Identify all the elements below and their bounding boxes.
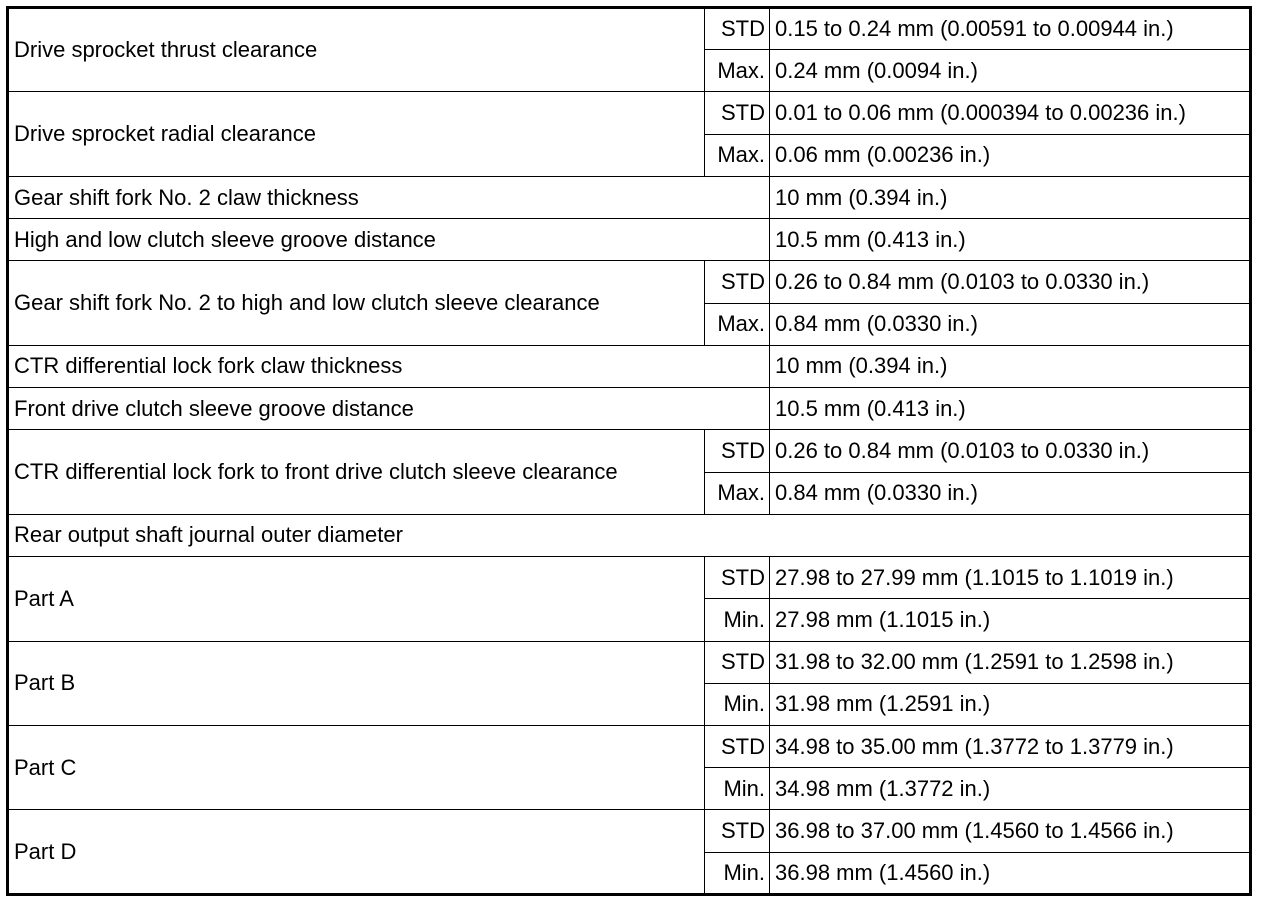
spec-qualifier: Min.	[705, 768, 770, 810]
spec-qualifier: Min.	[705, 599, 770, 641]
spec-item-label: Part C	[8, 725, 705, 809]
spec-qualifier: Min.	[705, 683, 770, 725]
spec-value: 10 mm (0.394 in.)	[770, 176, 1251, 218]
spec-value: 0.26 to 0.84 mm (0.0103 to 0.0330 in.)	[770, 430, 1251, 472]
spec-value: 10.5 mm (0.413 in.)	[770, 219, 1251, 261]
spec-row	[8, 388, 1251, 430]
spec-value: 0.84 mm (0.0330 in.)	[770, 303, 1251, 345]
spec-row	[8, 261, 1251, 303]
spec-row	[8, 176, 1251, 218]
specification-table	[6, 6, 1252, 896]
spec-value: 27.98 to 27.99 mm (1.1015 to 1.1019 in.)	[770, 557, 1251, 599]
spec-row	[8, 345, 1251, 387]
spec-qualifier: Max.	[705, 303, 770, 345]
spec-item-label: Drive sprocket thrust clearance	[8, 8, 705, 92]
spec-item-label: Gear shift fork No. 2 claw thickness	[8, 176, 770, 218]
spec-qualifier: STD	[705, 641, 770, 683]
spec-value: 34.98 to 35.00 mm (1.3772 to 1.3779 in.)	[770, 725, 1251, 767]
spec-value: 10.5 mm (0.413 in.)	[770, 388, 1251, 430]
spec-item-label: Part A	[8, 557, 705, 641]
section-header-row	[8, 514, 1251, 556]
spec-qualifier: STD	[705, 557, 770, 599]
spec-value: 0.26 to 0.84 mm (0.0103 to 0.0330 in.)	[770, 261, 1251, 303]
spec-value: 0.01 to 0.06 mm (0.000394 to 0.00236 in.)	[770, 92, 1251, 134]
spec-value: 31.98 mm (1.2591 in.)	[770, 683, 1251, 725]
spec-qualifier: Max.	[705, 134, 770, 176]
spec-qualifier: STD	[705, 430, 770, 472]
spec-value: 36.98 mm (1.4560 in.)	[770, 852, 1251, 894]
section-header-label: Rear output shaft journal outer diameter	[8, 514, 1251, 556]
spec-qualifier: STD	[705, 92, 770, 134]
spec-value: 31.98 to 32.00 mm (1.2591 to 1.2598 in.)	[770, 641, 1251, 683]
spec-qualifier: STD	[705, 810, 770, 852]
spec-item-label: CTR differential lock fork claw thickness	[8, 345, 770, 387]
spec-qualifier: STD	[705, 8, 770, 50]
spec-row	[8, 92, 1251, 134]
spec-row	[8, 219, 1251, 261]
spec-qualifier: Max.	[705, 50, 770, 92]
spec-value: 34.98 mm (1.3772 in.)	[770, 768, 1251, 810]
spec-qualifier: Max.	[705, 472, 770, 514]
spec-value: 27.98 mm (1.1015 in.)	[770, 599, 1251, 641]
spec-row	[8, 430, 1251, 472]
spec-qualifier: STD	[705, 261, 770, 303]
spec-value: 0.84 mm (0.0330 in.)	[770, 472, 1251, 514]
spec-item-label: Front drive clutch sleeve groove distance	[8, 388, 770, 430]
spec-qualifier: Min.	[705, 852, 770, 894]
spec-value: 10 mm (0.394 in.)	[770, 345, 1251, 387]
spec-item-label: Gear shift fork No. 2 to high and low clutch sleeve clearance	[8, 261, 705, 345]
spec-item-label: Drive sprocket radial clearance	[8, 92, 705, 176]
spec-value: 0.15 to 0.24 mm (0.00591 to 0.00944 in.)	[770, 8, 1251, 50]
spec-row	[8, 557, 1251, 599]
spec-row	[8, 810, 1251, 852]
spec-row	[8, 641, 1251, 683]
spec-value: 0.06 mm (0.00236 in.)	[770, 134, 1251, 176]
specification-table-body	[8, 8, 1251, 895]
spec-value: 36.98 to 37.00 mm (1.4560 to 1.4566 in.)	[770, 810, 1251, 852]
spec-item-label: Part D	[8, 810, 705, 895]
spec-row	[8, 8, 1251, 50]
spec-item-label: Part B	[8, 641, 705, 725]
spec-value: 0.24 mm (0.0094 in.)	[770, 50, 1251, 92]
spec-row	[8, 725, 1251, 767]
spec-qualifier: STD	[705, 725, 770, 767]
spec-item-label: CTR differential lock fork to front drive clutch sleeve clearance	[8, 430, 705, 514]
spec-item-label: High and low clutch sleeve groove distance	[8, 219, 770, 261]
